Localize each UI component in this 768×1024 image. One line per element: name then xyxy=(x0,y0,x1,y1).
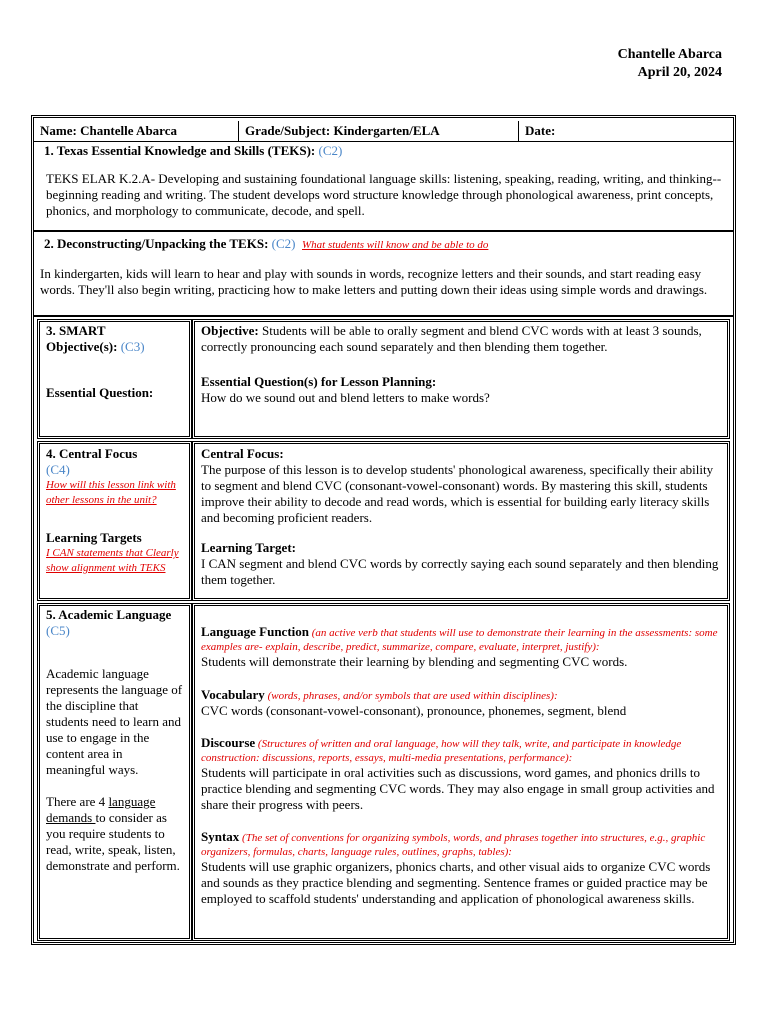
name-value: Chantelle Abarca xyxy=(80,123,177,138)
vocabulary-label: Vocabulary xyxy=(201,687,265,702)
section-unpacking xyxy=(34,233,733,317)
discourse-block xyxy=(201,735,721,765)
section-teks-body: TEKS ELAR K.2.A- Developing and sustaining foundational language skills: listening, speaking, reading, writing, and thinking--beginning reading and writing. The student develops word structure knowledge through phonological awareness, print concepts, phonics, and morphology to communicate, decode, and spell. xyxy=(46,171,722,218)
smart-right-cell xyxy=(192,319,730,439)
academic-language-code: (C5) xyxy=(46,623,70,638)
cf-text: The purpose of this lesson is to develop students' phonological awareness, specifically their ability to segment and blend CVC (consonant-vowel-consonant) words. By mastering this skill, students improve their ability to decode and read words, which is essential for building early literacy skills and becoming proficient readers. xyxy=(201,462,714,525)
language-function-note: (an active verb that students will use to demonstrate their learning in the assessments: some examples are- explain, describe, predict, summarize, compare, evaluate, interpret, justify): xyxy=(201,627,718,653)
cf-heading: Central Focus: xyxy=(201,446,284,461)
lt-heading: Learning Target: xyxy=(201,540,296,555)
objective-label: Objective: xyxy=(201,323,259,338)
academic-language-definition: Academic language represents the language of the discipline that students need to learn and use to engage in the content area in meaningful ways. xyxy=(46,666,183,777)
name-cell xyxy=(34,121,239,141)
academic-language-title: 5. Academic Language xyxy=(46,607,172,622)
section-unpacking-title: 2. Deconstructing/Unpacking the TEKS: xyxy=(44,236,269,251)
central-focus-right-cell xyxy=(192,441,730,601)
vocabulary-block xyxy=(201,687,721,703)
section-unpacking-code: (C2) xyxy=(271,236,296,251)
info-row xyxy=(34,121,733,141)
academic-language-right-cell xyxy=(192,603,730,941)
syntax-note: (The set of conventions for organizing symbols, words, and phrases together into structures, e.g., graphic organizers, formulas, charts, language rules, outlines, graphs, tables): xyxy=(201,832,706,858)
grade-cell xyxy=(239,121,519,141)
discourse-label: Discourse xyxy=(201,735,256,750)
eq-heading: Essential Question(s) for Lesson Planning: xyxy=(201,374,437,389)
lt-text: I CAN segment and blend CVC words by correctly saying each sound separately and then blending them together. xyxy=(201,556,719,587)
eq-text: How do we sound out and blend letters to make words? xyxy=(201,390,490,405)
discourse-note: (Structures of written and oral language, how will they talk, write, and participate in knowledge construction: discussions, reports, essays, multi-media presentations, performance): xyxy=(201,738,682,764)
academic-language-left-cell xyxy=(37,603,192,941)
author-name: Chantelle Abarca xyxy=(617,47,722,62)
central-focus-note: How will this lesson link with other lessons in the unit? xyxy=(46,479,176,506)
learning-targets-note: I CAN statements that Clearly show alignment with TEKS xyxy=(46,547,179,574)
language-demands-text: There are 4 language demands to consider as you require students to read, write, speak, listen, demonstrate and perform. xyxy=(46,794,180,873)
lesson-plan-table xyxy=(31,115,736,945)
section-unpacking-body: In kindergarten, kids will learn to hear and play with sounds in words, recognize letters and their sounds, and start reading easy words. They'll also begin writing, practicing how to make letters and putting down their ideas using simple words and drawings. xyxy=(40,266,708,297)
grade-value: Kindergarten/ELA xyxy=(333,123,440,138)
learning-targets-label: Learning Targets xyxy=(46,530,142,545)
central-focus-title: 4. Central Focus xyxy=(46,446,138,461)
central-focus-code: (C4) xyxy=(46,462,70,477)
section-teks-title: 1. Texas Essential Knowledge and Skills (TEKS): xyxy=(44,143,316,158)
discourse-text: Students will participate in oral activities such as discussions, word games, and phonics drills to practice blending and segmenting CVC words. They may also engage in small group activities and share their progress with peers. xyxy=(201,765,715,812)
language-function-label: Language Function xyxy=(201,624,309,639)
smart-title-2: Objective(s): xyxy=(46,339,118,354)
essential-question-label: Essential Question: xyxy=(46,385,154,400)
vocabulary-note: (words, phrases, and/or symbols that are used within disciplines): xyxy=(264,690,558,702)
syntax-block xyxy=(201,829,721,859)
language-function-text: Students will demonstrate their learning by blending and segmenting CVC words. xyxy=(201,654,628,669)
name-label: Name: xyxy=(40,123,77,138)
section-teks xyxy=(34,141,733,232)
central-focus-left-cell xyxy=(37,441,192,601)
language-function-block xyxy=(201,624,721,654)
document-date: April 20, 2024 xyxy=(637,65,722,80)
smart-left-cell xyxy=(37,319,192,439)
document-header xyxy=(618,46,722,82)
grade-label: Grade/Subject: xyxy=(245,123,331,138)
vocabulary-text: CVC words (consonant-vowel-consonant), pronounce, phonemes, segment, blend xyxy=(201,703,627,718)
section-unpacking-note: What students will know and be able to do xyxy=(302,239,489,251)
syntax-text: Students will use graphic organizers, phonics charts, and other visual aids to organize CVC words and sounds as they practice blending and segmenting. Sentence frames or guided practice may be employed to scaffold students' understanding and application of phonological awareness skills. xyxy=(201,859,711,906)
date-label: Date: xyxy=(525,123,556,138)
smart-code: (C3) xyxy=(120,339,145,354)
smart-title: 3. SMART xyxy=(46,323,106,338)
section-teks-code: (C2) xyxy=(318,143,343,158)
syntax-label: Syntax xyxy=(201,829,240,844)
objective-text: Students will be able to orally segment and blend CVC words with at least 3 sounds, correctly pronouncing each sound separately and then blending them together. xyxy=(201,323,702,354)
